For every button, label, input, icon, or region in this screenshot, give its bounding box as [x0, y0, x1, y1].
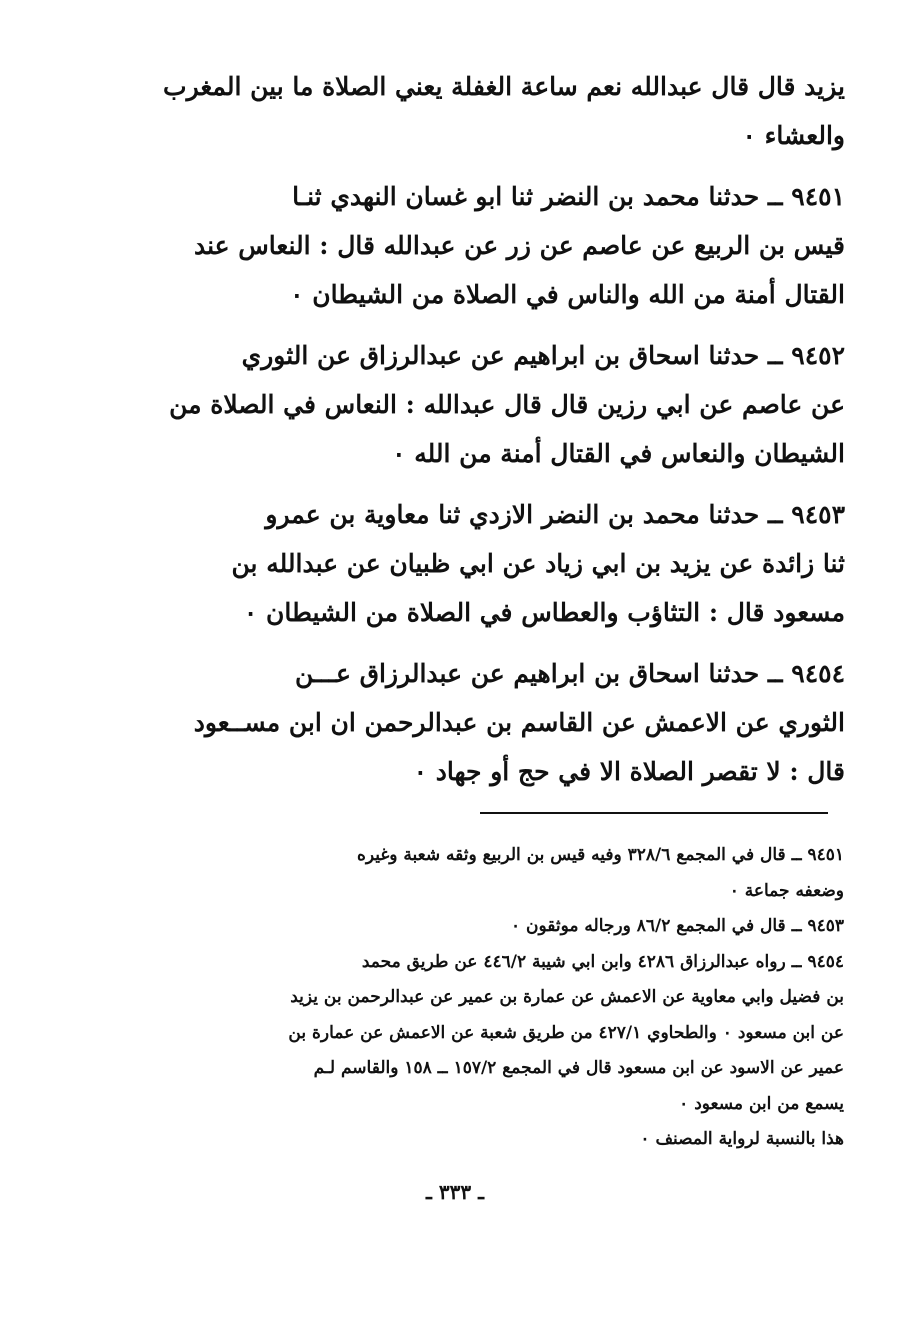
text-line: القتال أمنة من الله والناس في الصلاة من الشيطان ٠: [290, 280, 845, 309]
footnote-line: عن ابن مسعود ٠ والطحاوي ٤٢٧/١ من طريق شعبة عن الاعمش عن عمارة بن: [288, 1022, 844, 1043]
footnote-line: يسمع من ابن مسعود ٠: [679, 1093, 844, 1114]
hadith-9452-line: ٩٤٥٢ ــ حدثنا اسحاق بن ابراهيم عن عبدالرزاق عن الثوري: [241, 341, 845, 370]
text-line: قال : لا تقصر الصلاة الا في حج أو جهاد ٠: [413, 757, 845, 786]
footnote-line: ٩٤٥٤ ــ رواه عبدالرزاق ٤٢٨٦ وابن ابي شيبة ٤٤٦/٢ عن طريق محمد: [361, 951, 844, 972]
text-line: الثوري عن الاعمش عن القاسم بن عبدالرحمن ان ابن مســعود: [193, 708, 845, 737]
paragraph-gap: [130, 637, 845, 649]
footnote-divider: [480, 812, 828, 814]
hadith-9451-line: ٩٤٥١ ــ حدثنا محمد بن النضر ثنا ابو غسان النهدي ثنـا: [292, 182, 845, 211]
text-line: يزيد قال قال عبدالله نعم ساعة الغفلة يعني الصلاة ما بين المغرب: [163, 72, 845, 101]
text-line: الشيطان والنعاس في القتال أمنة من الله ٠: [392, 439, 845, 468]
hadith-9454-line: ٩٤٥٤ ــ حدثنا اسحاق بن ابراهيم عن عبدالرزاق عـــن: [295, 659, 845, 688]
paragraph-gap: [130, 160, 845, 172]
hadith-9453-line: ٩٤٥٣ ــ حدثنا محمد بن النضر الازدي ثنا معاوية بن عمرو: [265, 500, 845, 529]
paragraph-gap: [130, 319, 845, 331]
footnote-line: ٩٤٥١ ــ قال في المجمع ٣٢٨/٦ وفيه قيس بن الربيع وثقه شعبة وغيره: [356, 845, 844, 865]
text-line: مسعود قال : التثاؤب والعطاس في الصلاة من الشيطان ٠: [243, 598, 845, 627]
text-line: والعشاء ٠: [742, 121, 845, 150]
text-line: عن عاصم عن ابي رزين قال قال عبدالله : النعاس في الصلاة من: [169, 390, 845, 419]
main-text-block: [130, 62, 845, 796]
footnote-line: عمير عن الاسود عن ابن مسعود قال في المجمع ١٥٧/٢ ــ ١٥٨ والقاسم لـم: [313, 1058, 844, 1078]
footnote-line: بن فضيل وابي معاوية عن الاعمش عن عمارة بن عمير عن عبدالرحمن بن يزيد: [290, 987, 844, 1007]
footnote-line: هذا بالنسبة لرواية المصنف ٠: [640, 1129, 844, 1149]
footnote-line: ٩٤٥٣ ــ قال في المجمع ٨٦/٢ ورجاله موثقون ٠: [510, 916, 844, 936]
footnotes-block: [118, 838, 844, 1158]
text-line: ثنا زائدة عن يزيد بن ابي زياد عن ابي ظبيان عن عبدالله بن: [231, 549, 845, 578]
page-number: ـ ٣٣٣ ـ: [426, 1180, 484, 1204]
footnote-line: وضعفه جماعة ٠: [729, 880, 844, 901]
text-line: قيس بن الربيع عن عاصم عن زر عن عبدالله قال : النعاس عند: [193, 231, 845, 260]
paragraph-gap: [130, 478, 845, 490]
